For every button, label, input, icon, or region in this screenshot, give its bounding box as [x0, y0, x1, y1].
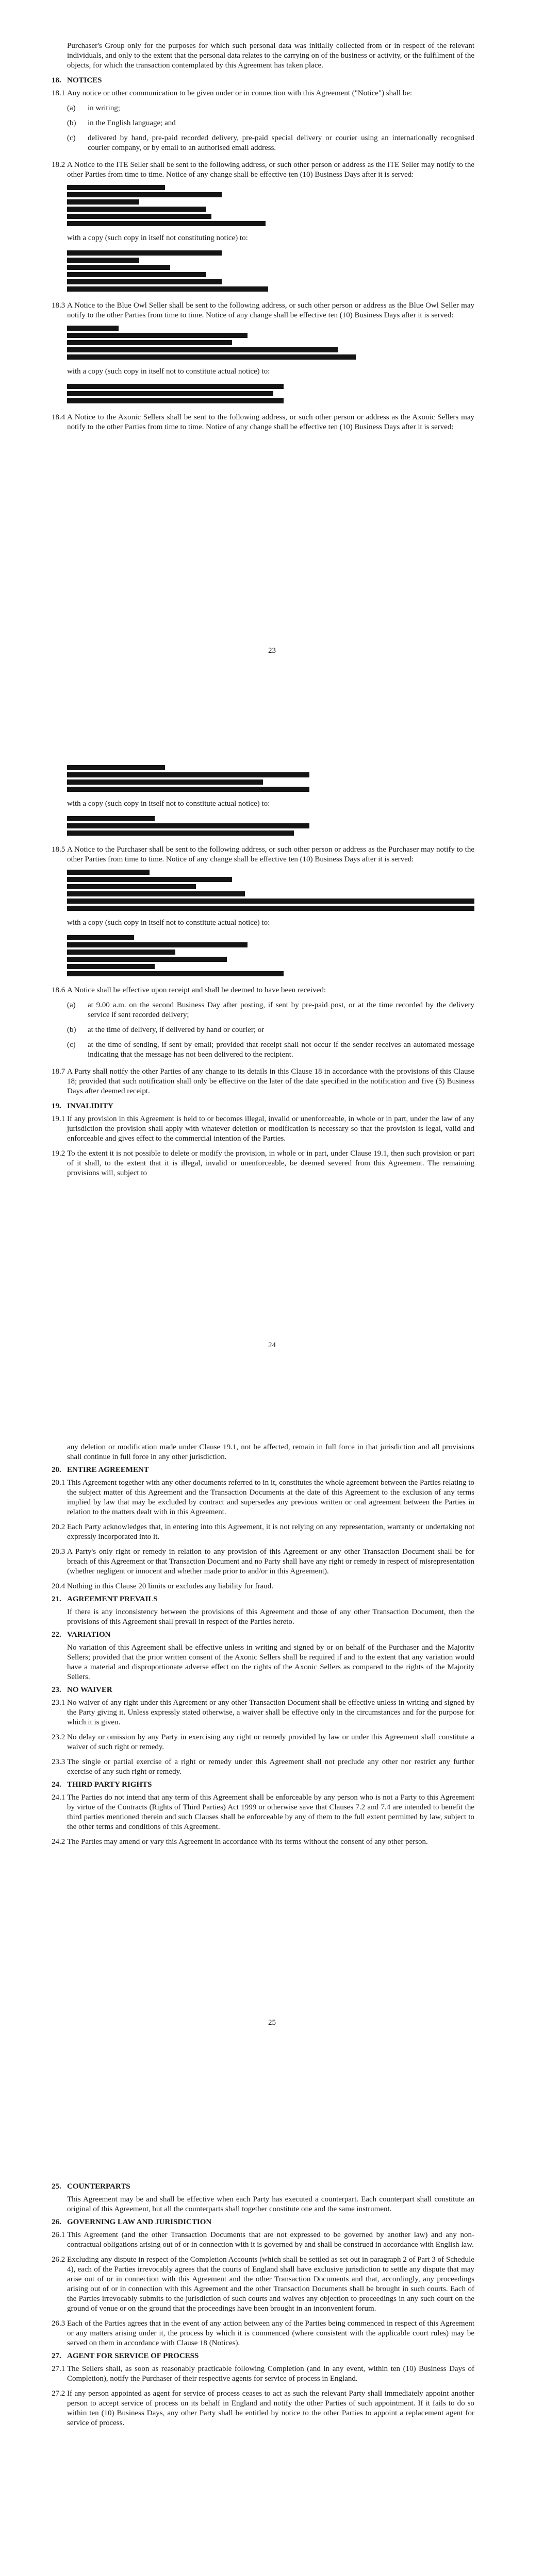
clause-heading-21: 21. AGREEMENT PREVAILS [52, 1595, 158, 1603]
clause-23-1: 23.1 No waiver of any right under this Agreement or any other Transaction Document shall be effective unless in writing and signed by the Party giving it. Unless expressly stated otherwise, a waiver shall be effective only in the circumstances and for the purpose for which it is given. [52, 1699, 474, 1726]
redacted-line [67, 971, 284, 976]
clause-18-2: 18.2 A Notice to the ITE Seller shall be sent to the following address, or such other person or address as the ITE Seller may notify to the other Parties from time to time. Notice of any change shall be effective ten (10) Business Days after it is served: [52, 161, 474, 179]
clause-20-3: 20.3 A Party's only right or remedy in relation to any provision of this Agreement or any other Transaction Document shall be for breach of this Agreement or that Transaction Document and no Party shall have any right or remedy in respect of misrepresentation (whether negligent or innocent and whether made prior to and/or in this Agreement). [52, 1548, 474, 1575]
clause-18-4: 18.4 A Notice to the Axonic Sellers shall be sent to the following address, or such other person or address as the Axonic Sellers may notify to the other Parties from time to time. Notice of any change shall be effective ten (10) Business Days after it is served: [52, 413, 474, 431]
clause-18-7: 18.7 A Party shall notify the other Parties of any change to its details in this Clause 18 in accordance with the provisions of this Clause 18; provided that such notification shall only be effective on the later of the date specified in the notification and five (5) Business Days after deemed receipt. [52, 1067, 474, 1095]
clause-27-1: 27.1 The Sellers shall, as soon as reasonably practicable following Completion (and in any event, within ten (10) Business Days of Completion), notify the Purchaser of their respective agents for service of process in England. [52, 2365, 474, 2383]
clause-26-1: 26.1 This Agreement (and the other Transaction Documents that are not expressed to be governed by another law) and any non-contractual obligations arising out of or in connection with it is governed by and shall be construed in accordance with English law. [52, 2231, 474, 2249]
clause-19-2: 19.2 To the extent it is not possible to delete or modify the provision, in whole or in part, under Clause 19.1, then such provision or part of it shall, to the extent that it is illegal, invalid or unenforceable, be deemed severed from this Agreement. The remaining provisions will, subject to [52, 1149, 474, 1177]
redacted-line [67, 326, 119, 331]
clause-heading-23: 23. NO WAIVER [52, 1686, 112, 1694]
redacted-line [67, 891, 245, 896]
redacted-line [67, 214, 211, 219]
redacted-line [67, 265, 170, 270]
redacted-line [67, 347, 338, 352]
clause-18-6-b: (b) at the time of delivery, if delivered by hand or courier; or [67, 1026, 265, 1034]
clause-18-3: 18.3 A Notice to the Blue Owl Seller shall be sent to the following address, or such other person or address as the Blue Owl Seller may notify to the other Parties from time to time. Notice of any change shall be effective ten (10) Business Days after it is served: [52, 301, 474, 319]
clause-23-2: 23.2 No delay or omission by any Party in exercising any right or remedy provided by law or under this Agreement shall constitute a waiver of such right or remedy. [52, 1733, 474, 1751]
clause-21-text: If there is any inconsistency between the provisions of this Agreement and those of any other Transaction Document, then the provisions of this Agreement shall prevail in respect of the Parties hereto. [67, 1608, 474, 1626]
redacted-line [67, 816, 155, 821]
page-25 [0, 1406, 544, 2110]
redacted-line [67, 899, 474, 904]
clause-18-1-c: (c) delivered by hand, pre-paid recorded delivery, pre-paid special delivery or courier using an internationally recognised courier company, or by email to an authorised email address. [67, 134, 474, 152]
redacted-line [67, 340, 232, 345]
page-number: 25 [268, 2019, 276, 2027]
redacted-line [67, 772, 309, 777]
redacted-line [67, 272, 206, 277]
redacted-line [67, 942, 248, 947]
page-24 [0, 703, 544, 1406]
redacted-line [67, 831, 294, 836]
redacted-line [67, 957, 227, 962]
clause-heading-20: 20. ENTIRE AGREEMENT [52, 1466, 149, 1474]
clause-23-3: 23.3 The single or partial exercise of a right or remedy under this Agreement shall not preclude any other nor restrict any further exercise of any such right or remedy. [52, 1758, 474, 1776]
clause-heading-24: 24. THIRD PARTY RIGHTS [52, 1781, 152, 1789]
clause-18-1-a: (a) in writing; [67, 104, 120, 112]
copy-note: with a copy (such copy in itself not to constitute actual notice) to: [67, 800, 270, 808]
redacted-line [67, 199, 139, 205]
redacted-line [67, 250, 222, 256]
redacted-line [67, 286, 268, 292]
clause-27-2: 27.2 If any person appointed as agent for service of process ceases to act as such the relevant Party shall immediately appoint another person to accept service of process on its behalf in England and notify the other Parties of such appointment. If it fails to do so within ten (10) Business Days, any other Party shall be entitled by notice to the other Parties to appoint a replacement agent for service of process. [52, 2389, 474, 2427]
redacted-line [67, 185, 165, 190]
clause-heading-27: 27. AGENT FOR SERVICE OF PROCESS [52, 2352, 199, 2360]
clause-heading-22: 22. VARIATION [52, 1631, 111, 1639]
clause-heading-26: 26. GOVERNING LAW AND JURISDICTION [52, 2218, 212, 2226]
clause-heading-18: 18. NOTICES [52, 76, 102, 84]
redacted-line [67, 221, 266, 226]
continued-paragraph: any deletion or modification made under Clause 19.1, not be affected, remain in full force in that jurisdiction and all provisions shall continue in full force in any other jurisdiction. [67, 1443, 474, 1461]
redacted-line [67, 258, 139, 263]
clause-18-6-a: (a) at 9.00 a.m. on the second Business Day after posting, if sent by pre-paid post, or at the time recorded by the delivery service if sent recorded delivery; [67, 1001, 474, 1019]
clause-20-1: 20.1 This Agreement together with any other documents referred to in it, constitutes the whole agreement between the Parties relating to the subject matter of this Agreement and the Transaction Documents at the date of this Agreement to the exclusion of any terms implied by law that may be excluded by contract and supersedes any previous written or oral agreement between the Parties in relation to the matters dealt with in this Agreement. [52, 1479, 474, 1516]
clause-24-1: 24.1 The Parties do not intend that any term of this Agreement shall be enforceable by any person who is not a Party to this Agreement by virtue of the Contracts (Rights of Third Parties) Act 1999 or otherwise save that Clauses 7.2 and 7.4 are intended to benefit the third parties mentioned therein and such Clauses shall be enforceable by any of them to the full extent permitted by law, subject to the other terms and conditions of this Agreement. [52, 1793, 474, 1831]
page-26 [0, 2110, 544, 2576]
clause-26-2: 26.2 Excluding any dispute in respect of the Completion Accounts (which shall be settled as set out in paragraph 2 of Part 3 of Schedule 4), each of the Parties irrevocably agrees that the courts of England shall have exclusive jurisdiction to settle any dispute that may arise out of or in connection with this Agreement and the other Transaction Documents and that, accordingly, any proceedings arising out of or in connection with this Agreement and the other Transaction Documents shall be brought in such courts. Each of the Parties irrevocably submits to the jurisdiction of such courts and waives any objection to proceedings in any such court on the ground of venue or on the ground that the proceedings have been brought in an inconvenient forum. [52, 2256, 474, 2313]
clause-18-1-b: (b) in the English language; and [67, 119, 176, 127]
redacted-line [67, 935, 134, 940]
clause-24-2: 24.2 The Parties may amend or vary this Agreement in accordance with its terms without the consent of any other person. [52, 1838, 428, 1846]
page-number: 24 [268, 1341, 276, 1349]
page-number: 23 [268, 647, 276, 655]
redacted-line [67, 950, 175, 955]
clause-18-6-c: (c) at the time of sending, if sent by email; provided that receipt shall not occur if the sender receives an automated message indicating that the message has not been delivered to the recipient. [67, 1041, 474, 1059]
redacted-line [67, 964, 155, 969]
clause-heading-19: 19. INVALIDITY [52, 1102, 113, 1110]
clause-18-5: 18.5 A Notice to the Purchaser shall be sent to the following address, or such other person or address as the Purchaser may notify to the other Parties from time to time. Notice of any change shall be effective ten (10) Business Days after it is served: [52, 845, 474, 863]
redacted-line [67, 207, 206, 212]
clause-19-1: 19.1 If any provision in this Agreement is held to or becomes illegal, invalid or unenforceable, in whole or in part, under the law of any jurisdiction the provision shall apply with whatever deletion or modification is necessary so that the provision is legal, valid and enforceable and gives effect to the commercial intention of the Parties. [52, 1115, 474, 1143]
redacted-line [67, 354, 356, 360]
redacted-line [67, 384, 284, 389]
redacted-line [67, 765, 165, 770]
clause-22-text: No variation of this Agreement shall be effective unless in writing and signed by or on behalf of the Purchaser and the Majority Sellers; provided that the prior written consent of the Axonic Sellers shall be required if and to the extent that any variation would have a material and disproportionate adverse effect on the rights of the Axonic Sellers as compared to the rights of the Majority Sellers. [67, 1643, 474, 1681]
clause-20-2: 20.2 Each Party acknowledges that, in entering into this Agreement, it is not relying on any representation, warranty or undertaking not expressly incorporated into it. [52, 1523, 474, 1541]
clause-20-4: 20.4 Nothing in this Clause 20 limits or excludes any liability for fraud. [52, 1582, 273, 1590]
redacted-line [67, 333, 248, 338]
intro-paragraph: Purchaser's Group only for the purposes for which such personal data was initially collected from or in respect of the relevant individuals, and only to the extent that the personal data relates to the carrying on of the business or activity, or the fulfilment of the objects, for which the transaction contemplated by this Agreement has taken place. [67, 42, 474, 70]
clause-heading-25: 25. COUNTERPARTS [52, 2182, 130, 2191]
redacted-line [67, 192, 222, 197]
redacted-line [67, 823, 309, 828]
redacted-line [67, 779, 263, 785]
clause-26-3: 26.3 Each of the Parties agrees that in the event of any action between any of the Parties being commenced in respect of this Agreement or any matters arising under it, the process by which it is commenced (where consistent with the applicable court rules) may be served on them in accordance with Clause 18 (Notices). [52, 2319, 474, 2347]
redacted-line [67, 906, 474, 911]
copy-note: with a copy (such copy in itself not to constitute actual notice) to: [67, 367, 270, 376]
clause-18-1: 18.1 Any notice or other communication to be given under or in connection with this Agreement ("Notice") shall be: [52, 89, 413, 97]
clause-18-6: 18.6 A Notice shall be effective upon receipt and shall be deemed to have been received: [52, 986, 326, 994]
redacted-line [67, 877, 232, 882]
copy-note: with a copy (such copy in itself not to constitute actual notice) to: [67, 919, 270, 927]
copy-note: with a copy (such copy in itself not constituting notice) to: [67, 234, 248, 242]
redacted-line [67, 884, 196, 889]
redacted-line [67, 279, 222, 284]
redacted-line [67, 398, 284, 403]
redacted-line [67, 787, 309, 792]
redacted-line [67, 870, 150, 875]
page-23 [0, 0, 544, 703]
redacted-line [67, 391, 273, 396]
clause-25-text: This Agreement may be and shall be effective when each Party has executed a counterpart. Each counterpart shall constitute an original of this Agreement, but all the counterparts shall together constitute one and the same instrument. [67, 2195, 474, 2213]
